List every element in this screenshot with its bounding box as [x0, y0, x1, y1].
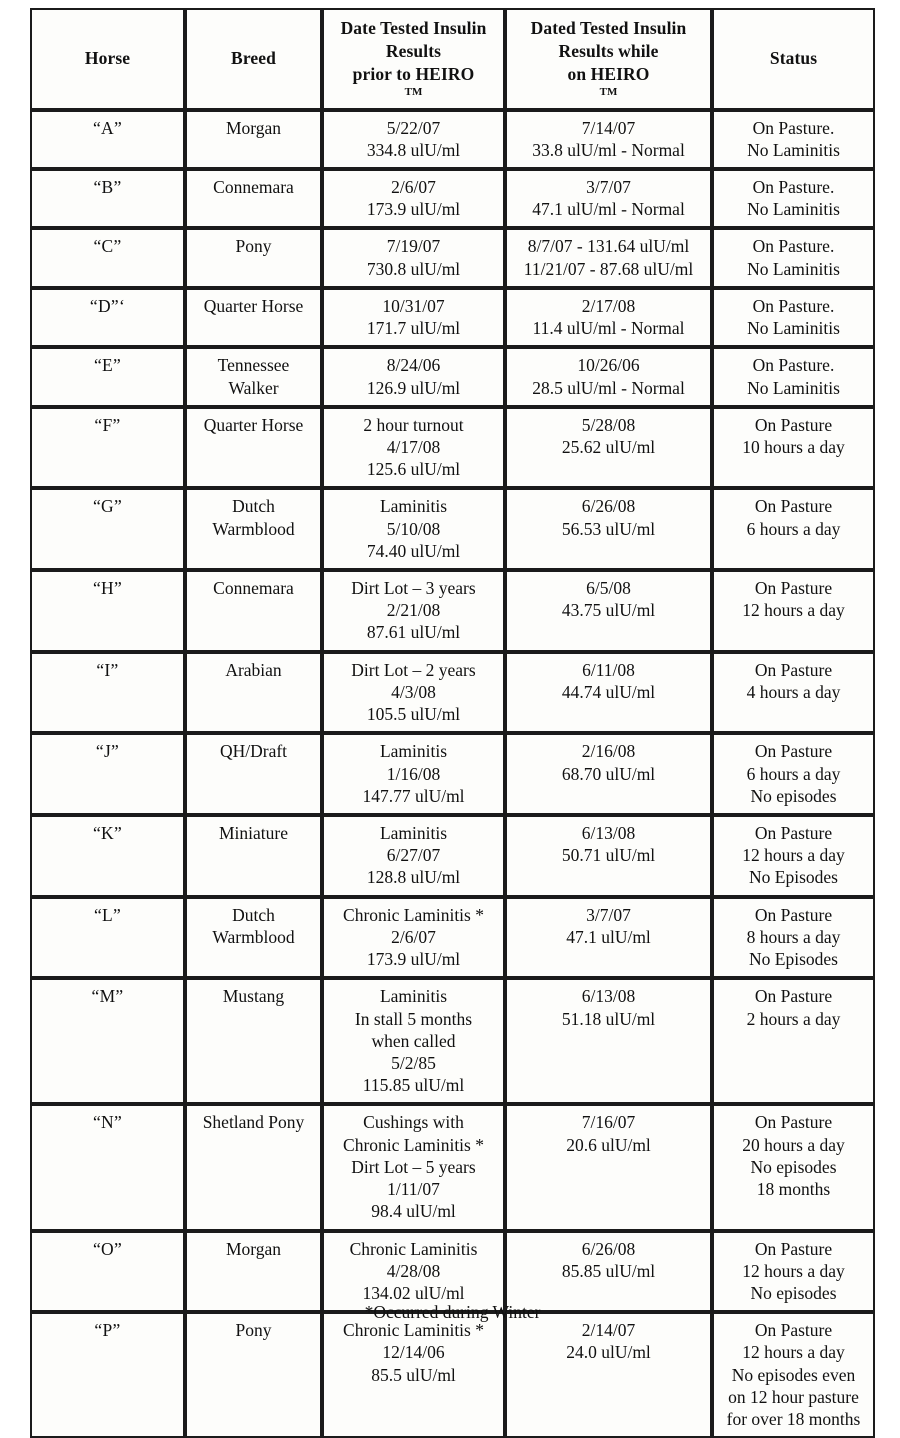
cell-breed: [185, 978, 322, 1104]
cell-prior-heiro-results-line: 173.9 ulU/ml: [366, 199, 461, 220]
cell-prior-heiro-results: [322, 1231, 505, 1313]
cell-status: [712, 733, 875, 815]
cell-horse-id: “L”: [30, 897, 185, 979]
cell-prior-heiro-results-line: Cushings with: [363, 1112, 464, 1133]
cell-prior-heiro-results-line: Laminitis: [379, 823, 448, 844]
cell-on-heiro-results: [505, 733, 712, 815]
cell-prior-heiro-results-line: 125.6 ulU/ml: [366, 459, 461, 480]
cell-prior-heiro-results-line: 10/31/07: [382, 295, 445, 316]
cell-status-line: No Episodes: [749, 949, 838, 970]
table-header: [30, 8, 875, 110]
column-header-prior-to-heiro: [322, 8, 505, 110]
cell-on-heiro-results-line: 7/16/07: [581, 1112, 636, 1133]
column-header-on-line-1: Dated Tested: [530, 18, 629, 38]
cell-status-line: On Pasture: [754, 659, 833, 680]
cell-status-line: No Laminitis: [747, 377, 840, 398]
cell-on-heiro-results-line: 3/7/07: [586, 904, 631, 925]
table-row: [30, 1104, 875, 1230]
table-row: [30, 733, 875, 815]
cell-prior-heiro-results: [322, 288, 505, 347]
cell-breed-line: Tennessee: [217, 355, 290, 376]
cell-on-heiro-results-line: 6/13/08: [581, 823, 636, 844]
cell-status-line: 12 hours a day: [742, 1260, 845, 1281]
cell-prior-heiro-results: [322, 815, 505, 897]
table-row: [30, 815, 875, 897]
cell-prior-heiro-results-line: 171.7 ulU/ml: [366, 318, 461, 339]
cell-on-heiro-results-line: 50.71 ulU/ml: [561, 845, 656, 866]
cell-breed-line: Warmblood: [212, 926, 295, 947]
cell-breed-line: Pony: [235, 236, 272, 257]
insulin-results-table: [30, 8, 875, 1438]
column-header-prior-line-3: [327, 63, 500, 100]
cell-breed-line: Arabian: [225, 659, 282, 680]
cell-horse-id: “E”: [30, 347, 185, 406]
column-header-prior-line-3-text: prior to HEIRO: [352, 63, 475, 84]
column-header-breed: Breed: [185, 8, 322, 110]
cell-on-heiro-results: [505, 169, 712, 228]
cell-on-heiro-results-line: 28.5 ulU/ml - Normal: [532, 377, 685, 398]
cell-prior-heiro-results-line: Laminitis: [379, 496, 448, 517]
cell-on-heiro-results-line: 56.53 ulU/ml: [561, 518, 656, 539]
table-row: [30, 652, 875, 734]
cell-on-heiro-results: [505, 110, 712, 169]
cell-horse-id: “O”: [30, 1231, 185, 1313]
cell-prior-heiro-results-line: when called: [371, 1030, 456, 1051]
column-header-prior-line-1: Date Tested: [340, 18, 429, 38]
cell-on-heiro-results: [505, 1231, 712, 1313]
cell-prior-heiro-results-line: Dirt Lot – 2 years: [351, 659, 476, 680]
cell-horse-id: “M”: [30, 978, 185, 1104]
cell-breed-line: Mustang: [222, 986, 285, 1007]
cell-breed-line: Connemara: [213, 578, 294, 599]
cell-prior-heiro-results-line: Laminitis: [379, 986, 448, 1007]
cell-prior-heiro-results-line: 173.9 ulU/ml: [366, 949, 461, 970]
cell-prior-heiro-results-line: In stall 5 months: [354, 1008, 473, 1029]
cell-on-heiro-results-line: 68.70 ulU/ml: [561, 763, 656, 784]
cell-breed: [185, 815, 322, 897]
cell-on-heiro-results-line: 11/21/07 - 87.68 ulU/ml: [523, 258, 694, 279]
cell-status-line: On Pasture: [754, 986, 833, 1007]
cell-on-heiro-results-line: 7/14/07: [581, 117, 636, 138]
cell-status-line: On Pasture: [754, 414, 833, 435]
cell-status: [712, 1312, 875, 1438]
cell-breed: [185, 652, 322, 734]
cell-breed-line: QH/Draft: [219, 741, 288, 762]
cell-status-line: No episodes even: [731, 1364, 856, 1385]
cell-on-heiro-results-line: 25.62 ulU/ml: [561, 436, 656, 457]
cell-prior-heiro-results-line: 2/21/08: [386, 600, 441, 621]
cell-horse-id: “D”‘: [30, 288, 185, 347]
table-footnote: *Occurred during Winter: [364, 1302, 541, 1322]
cell-status: [712, 570, 875, 652]
cell-on-heiro-results-line: 3/7/07: [586, 176, 631, 197]
cell-status: [712, 110, 875, 169]
cell-on-heiro-results-line: 2/17/08: [581, 295, 636, 316]
cell-on-heiro-results-line: 20.6 ulU/ml: [566, 1134, 651, 1155]
cell-on-heiro-results-line: 6/5/08: [586, 578, 631, 599]
cell-prior-heiro-results-line: 98.4 ulU/ml: [371, 1201, 456, 1222]
cell-prior-heiro-results-line: 134.02 ulU/ml: [362, 1282, 465, 1303]
cell-status: [712, 652, 875, 734]
cell-prior-heiro-results-line: 147.77 ulU/ml: [362, 785, 465, 806]
cell-breed: [185, 1231, 322, 1313]
cell-on-heiro-results: [505, 570, 712, 652]
cell-breed: [185, 1312, 322, 1438]
cell-prior-heiro-results: [322, 1104, 505, 1230]
cell-horse-id: “N”: [30, 1104, 185, 1230]
cell-status-line: On Pasture: [754, 578, 833, 599]
cell-prior-heiro-results-line: 2/6/07: [391, 926, 436, 947]
cell-on-heiro-results-line: 6/26/08: [581, 496, 636, 517]
cell-horse-id: “B”: [30, 169, 185, 228]
cell-status: [712, 347, 875, 406]
cell-prior-heiro-results: [322, 488, 505, 570]
cell-status-line: on 12 hour pasture: [728, 1386, 859, 1407]
cell-prior-heiro-results-line: 2/6/07: [391, 176, 436, 197]
cell-on-heiro-results: [505, 288, 712, 347]
cell-status-line: 12 hours a day: [742, 600, 845, 621]
cell-breed-line: Quarter Horse: [203, 414, 304, 435]
cell-horse-id: “F”: [30, 407, 185, 489]
cell-horse-id: “I”: [30, 652, 185, 734]
cell-status: [712, 288, 875, 347]
cell-status-line: On Pasture: [754, 496, 833, 517]
cell-breed: [185, 407, 322, 489]
cell-on-heiro-results: [505, 407, 712, 489]
table-row: [30, 488, 875, 570]
cell-status: [712, 978, 875, 1104]
cell-prior-heiro-results: [322, 570, 505, 652]
cell-horse-id: “A”: [30, 110, 185, 169]
cell-on-heiro-results-line: 6/11/08: [582, 659, 635, 680]
cell-prior-heiro-results-line: 334.8 ulU/ml: [366, 139, 461, 160]
cell-status-line: 2 hours a day: [746, 1008, 841, 1029]
cell-breed-line: Dutch: [232, 496, 275, 517]
cell-prior-heiro-results-line: Laminitis: [379, 741, 448, 762]
cell-status: [712, 228, 875, 287]
cell-on-heiro-results: [505, 347, 712, 406]
table-row: [30, 169, 875, 228]
cell-prior-heiro-results-line: Chronic Laminitis: [349, 1238, 478, 1259]
cell-prior-heiro-results-line: Dirt Lot – 5 years: [351, 1156, 476, 1177]
cell-prior-heiro-results-line: Chronic Laminitis *: [343, 904, 484, 925]
cell-on-heiro-results-line: 2/16/08: [581, 741, 636, 762]
column-header-on-line-3: [510, 63, 707, 100]
cell-status-line: No Laminitis: [747, 199, 840, 220]
cell-status: [712, 1104, 875, 1230]
cell-status-line: 10 hours a day: [742, 436, 845, 457]
cell-status-line: 12 hours a day: [742, 1342, 845, 1363]
cell-breed: [185, 288, 322, 347]
cell-on-heiro-results-line: 5/28/08: [581, 414, 636, 435]
cell-on-heiro-results-line: 24.0 ulU/ml: [566, 1342, 651, 1363]
cell-prior-heiro-results-line: 4/17/08: [386, 436, 441, 457]
table-row: [30, 288, 875, 347]
cell-on-heiro-results-line: 85.85 ulU/ml: [561, 1260, 656, 1281]
cell-breed-line: Morgan: [225, 1238, 282, 1259]
cell-prior-heiro-results: [322, 897, 505, 979]
cell-breed: [185, 1104, 322, 1230]
cell-breed-line: Pony: [235, 1320, 272, 1341]
cell-breed: [185, 897, 322, 979]
cell-prior-heiro-results-line: 1/11/07: [387, 1179, 440, 1200]
cell-status-line: 8 hours a day: [746, 926, 841, 947]
cell-breed-line: Shetland Pony: [202, 1112, 305, 1133]
cell-status-line: No Laminitis: [747, 139, 840, 160]
cell-horse-id: “G”: [30, 488, 185, 570]
trademark-symbol-prior: TM: [404, 86, 423, 99]
cell-horse-id: “C”: [30, 228, 185, 287]
column-header-on-line-3-text: on HEIRO: [567, 63, 650, 84]
cell-breed-line: Miniature: [218, 823, 288, 844]
cell-prior-heiro-results-line: 6/27/07: [386, 845, 441, 866]
cell-on-heiro-results-line: 2/14/07: [581, 1320, 636, 1341]
cell-prior-heiro-results-line: 7/19/07: [386, 236, 441, 257]
cell-breed: [185, 110, 322, 169]
cell-status-line: On Pasture: [754, 1112, 833, 1133]
cell-status-line: On Pasture.: [752, 355, 835, 376]
column-header-prior-line-2: Insulin Results: [385, 18, 487, 61]
cell-prior-heiro-results: [322, 733, 505, 815]
cell-horse-id: “J”: [30, 733, 185, 815]
cell-status-line: No Laminitis: [747, 318, 840, 339]
column-header-status: Status: [712, 8, 875, 110]
cell-on-heiro-results: [505, 1104, 712, 1230]
cell-prior-heiro-results-line: 5/10/08: [386, 518, 441, 539]
table-body: [30, 110, 875, 1438]
cell-breed: [185, 733, 322, 815]
cell-status-line: 12 hours a day: [742, 845, 845, 866]
cell-on-heiro-results-line: 11.4 ulU/ml - Normal: [532, 318, 685, 339]
cell-on-heiro-results-line: 44.74 ulU/ml: [561, 681, 656, 702]
cell-status-line: On Pasture: [754, 904, 833, 925]
cell-prior-heiro-results-line: 730.8 ulU/ml: [366, 258, 461, 279]
cell-prior-heiro-results: [322, 652, 505, 734]
cell-prior-heiro-results: [322, 228, 505, 287]
table-row: [30, 407, 875, 489]
cell-status-line: No episodes: [750, 785, 837, 806]
cell-status: [712, 815, 875, 897]
cell-prior-heiro-results-line: 74.40 ulU/ml: [366, 540, 461, 561]
table-row: [30, 978, 875, 1104]
cell-status-line: On Pasture: [754, 823, 833, 844]
cell-prior-heiro-results-line: 4/28/08: [386, 1260, 441, 1281]
cell-prior-heiro-results-line: 105.5 ulU/ml: [366, 704, 461, 725]
cell-status-line: 20 hours a day: [742, 1134, 845, 1155]
cell-on-heiro-results: [505, 815, 712, 897]
cell-breed: [185, 347, 322, 406]
cell-status-line: No episodes: [750, 1156, 837, 1177]
cell-prior-heiro-results-line: 12/14/06: [382, 1342, 445, 1363]
cell-on-heiro-results-line: 6/13/08: [581, 986, 636, 1007]
cell-breed: [185, 228, 322, 287]
cell-breed-line: Quarter Horse: [203, 295, 304, 316]
cell-prior-heiro-results: [322, 169, 505, 228]
cell-status-line: 6 hours a day: [746, 518, 841, 539]
cell-prior-heiro-results: [322, 110, 505, 169]
cell-status-line: for over 18 months: [726, 1409, 861, 1430]
cell-horse-id: “K”: [30, 815, 185, 897]
cell-on-heiro-results: [505, 488, 712, 570]
cell-on-heiro-results-line: 8/7/07 - 131.64 ulU/ml: [527, 236, 690, 257]
table-row: [30, 570, 875, 652]
table-row: [30, 228, 875, 287]
cell-prior-heiro-results-line: 128.8 ulU/ml: [366, 867, 461, 888]
cell-prior-heiro-results-line: 115.85 ulU/ml: [362, 1075, 465, 1096]
cell-breed-line: Warmblood: [212, 518, 295, 539]
cell-on-heiro-results: [505, 897, 712, 979]
cell-status-line: On Pasture.: [752, 117, 835, 138]
cell-status-line: On Pasture: [754, 741, 833, 762]
cell-on-heiro-results-line: 6/26/08: [581, 1238, 636, 1259]
cell-breed-line: Dutch: [232, 904, 275, 925]
cell-prior-heiro-results-line: 2 hour turnout: [363, 414, 464, 435]
cell-on-heiro-results-line: 51.18 ulU/ml: [561, 1008, 656, 1029]
cell-prior-heiro-results-line: 8/24/06: [386, 355, 441, 376]
cell-status-line: On Pasture.: [752, 236, 835, 257]
cell-on-heiro-results-line: 47.1 ulU/ml - Normal: [532, 199, 685, 220]
cell-status-line: On Pasture.: [752, 295, 835, 316]
cell-breed: [185, 488, 322, 570]
cell-status-line: No Episodes: [749, 867, 838, 888]
cell-prior-heiro-results-line: 87.61 ulU/ml: [366, 622, 461, 643]
cell-prior-heiro-results-line: 1/16/08: [386, 763, 441, 784]
column-header-horse: Horse: [30, 8, 185, 110]
cell-prior-heiro-results: [322, 347, 505, 406]
column-header-on-line-2: Insulin Results while: [558, 18, 687, 61]
cell-on-heiro-results: [505, 228, 712, 287]
cell-status: [712, 897, 875, 979]
cell-status-line: On Pasture.: [752, 176, 835, 197]
cell-horse-id: “H”: [30, 570, 185, 652]
cell-prior-heiro-results: [322, 978, 505, 1104]
table-row: [30, 1231, 875, 1313]
cell-breed: [185, 570, 322, 652]
cell-prior-heiro-results-line: 4/3/08: [391, 681, 436, 702]
table-header-row: [30, 8, 875, 110]
cell-status-line: No episodes: [750, 1282, 837, 1303]
cell-prior-heiro-results-line: Chronic Laminitis *: [343, 1320, 484, 1341]
cell-status-line: 6 hours a day: [746, 763, 841, 784]
cell-horse-id: “P”: [30, 1312, 185, 1438]
cell-prior-heiro-results-line: Chronic Laminitis *: [343, 1134, 484, 1155]
cell-status-line: 4 hours a day: [746, 681, 841, 702]
cell-status-line: On Pasture: [754, 1320, 833, 1341]
cell-on-heiro-results-line: 43.75 ulU/ml: [561, 600, 656, 621]
cell-prior-heiro-results: [322, 407, 505, 489]
cell-prior-heiro-results-line: 5/22/07: [386, 117, 441, 138]
table-row: [30, 897, 875, 979]
trademark-symbol-on: TM: [599, 86, 618, 99]
cell-status-line: 18 months: [756, 1179, 831, 1200]
cell-breed-line: Walker: [228, 377, 279, 398]
table-row: [30, 347, 875, 406]
cell-prior-heiro-results-line: 126.9 ulU/ml: [366, 377, 461, 398]
cell-on-heiro-results: [505, 978, 712, 1104]
cell-status: [712, 407, 875, 489]
cell-prior-heiro-results-line: Dirt Lot – 3 years: [351, 578, 476, 599]
table-row: [30, 110, 875, 169]
cell-prior-heiro-results-line: 5/2/85: [391, 1052, 436, 1073]
cell-on-heiro-results-line: 33.8 ulU/ml - Normal: [532, 139, 685, 160]
column-header-on-heiro: [505, 8, 712, 110]
cell-status: [712, 169, 875, 228]
cell-on-heiro-results-line: 47.1 ulU/ml: [566, 926, 651, 947]
cell-status-line: No Laminitis: [747, 258, 840, 279]
cell-breed-line: Morgan: [225, 117, 282, 138]
table-row: [30, 1312, 875, 1438]
cell-status-line: On Pasture: [754, 1238, 833, 1259]
cell-on-heiro-results: [505, 1312, 712, 1438]
cell-breed: [185, 169, 322, 228]
cell-prior-heiro-results-line: 85.5 ulU/ml: [371, 1364, 456, 1385]
cell-status: [712, 1231, 875, 1313]
cell-on-heiro-results: [505, 652, 712, 734]
cell-on-heiro-results-line: 10/26/06: [577, 355, 640, 376]
insulin-results-table-container: [30, 8, 875, 1438]
cell-status: [712, 488, 875, 570]
cell-prior-heiro-results: [322, 1312, 505, 1438]
cell-breed-line: Connemara: [213, 176, 294, 197]
